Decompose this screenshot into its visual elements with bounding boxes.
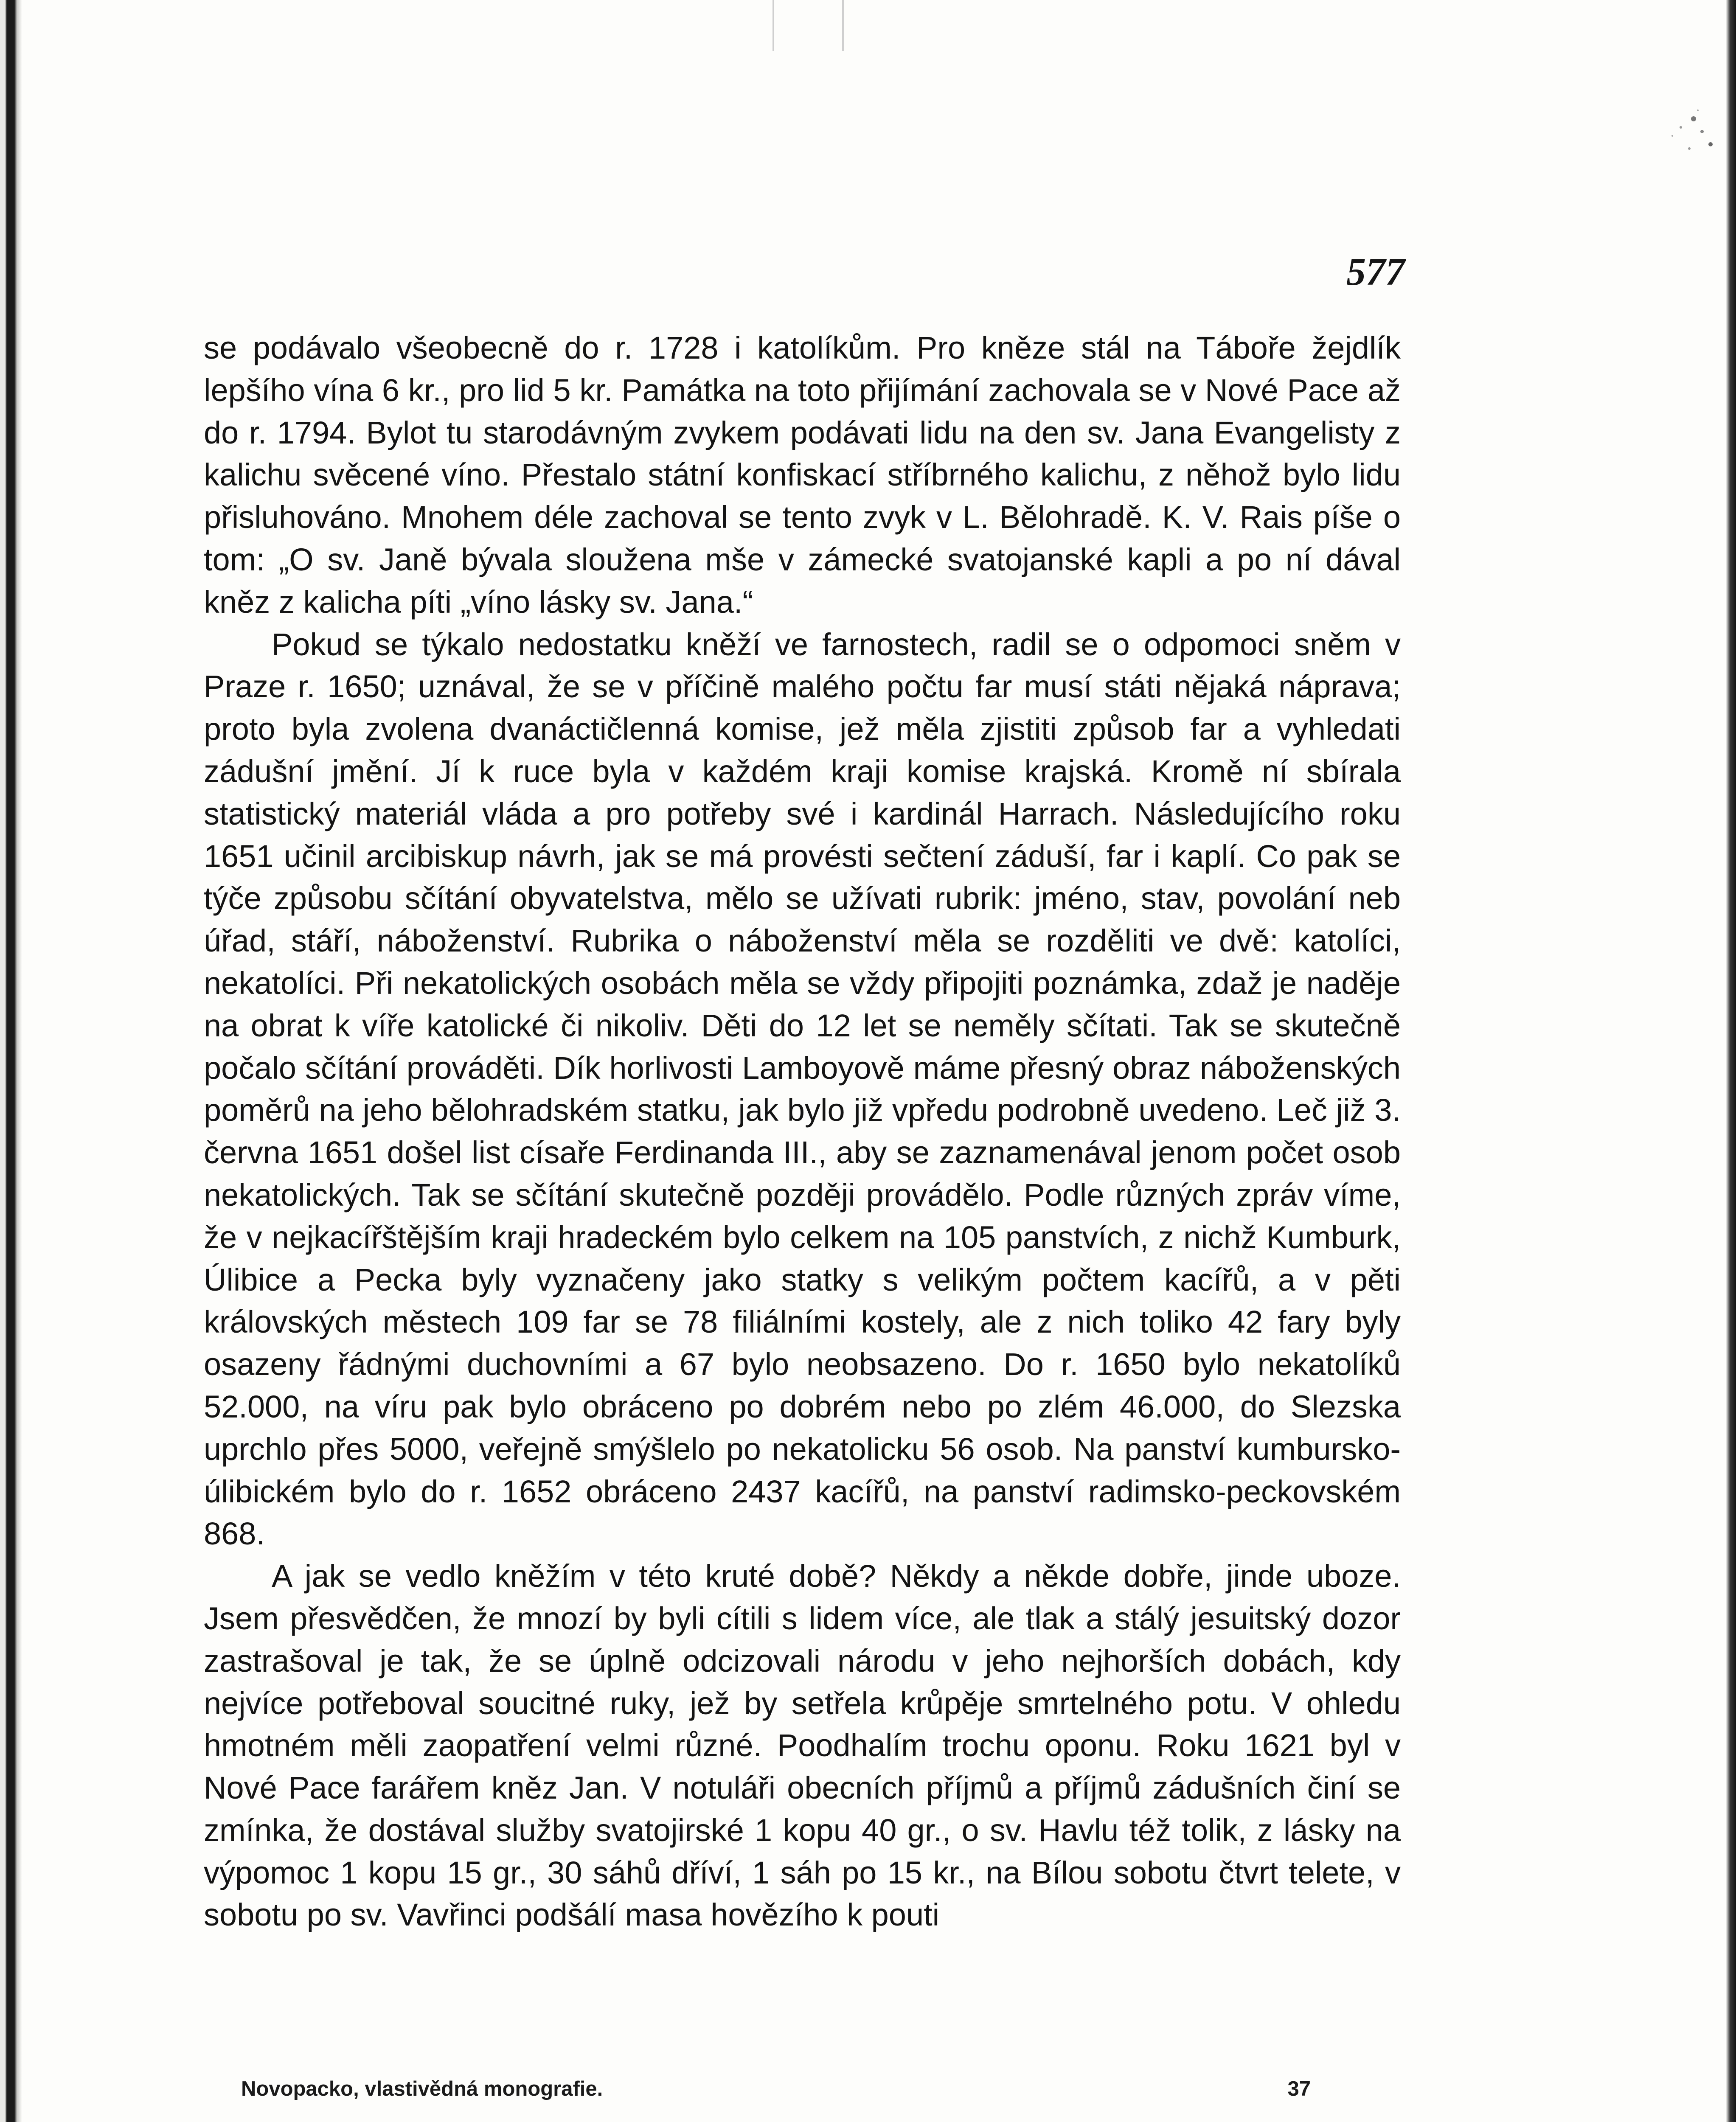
footer-title: Novopacko, vlastivědná monografie. xyxy=(241,2077,603,2100)
paragraph-2: Pokud se týkalo nedostatku kněží ve farnostech, radil se o odpomoci sněm v Praze r. 1650; uznával, že se v příčině malého počtu far musí státi nějaká náprava; proto byla zvolena dvanáctičlenná komise, jež měla zjistiti způsob far a vyhledati zádušní jmění. Jí k ruce byla v každém kraji komise krajská. Kromě ní sbírala statistický materiál vláda a pro potřeby své i kardinál Harrach. Následujícího roku 1651 učinil arcibiskup návrh, jak se má provésti sečtení záduší, far i kaplí. Co pak se týče způsobu sčítání obyvatelstva, mělo se užívati rubrik: jméno, stav, povolání neb úřad, stáří, náboženství. Rubrika o náboženství měla se rozděliti ve dvě: katolíci, nekatolíci. Při nekatolických osobách měla se vždy připojiti poznámka, zdaž je naděje na obrat k víře katolické či nikoliv. Děti do 12 let se neměly sčítati. Tak se skutečně počalo sčítání prováděti. Dík horlivosti Lamboyově máme přesný obraz náboženských poměrů na jeho bělohradském statku, jak bylo již vpředu podrobně uvedeno. Leč již 3. června 1651 došel list císaře Ferdinanda III., aby se zaznamenával jenom počet osob nekatolických. Tak se sčítání skutečně později provádělo. Podle různých zpráv víme, že v nejkacířštějším kraji hradeckém bylo celkem na 105 panstvích, z nichž Kumburk, Úlibice a Pecka byly vyznačeny jako statky s velikým počtem kacířů, a v pěti královských městech 109 far se 78 filiálními kostely, ale z nich toliko 42 fary byly osazeny řádnými duchovními a 67 bylo neobsazeno. Do r. 1650 bylo nekatolíků 52.000, na víru pak bylo obráceno po dobrém nebo po zlém 46.000, do Slezska uprchlo přes 5000, veřejně smýšlelo po nekatolicku 56 osob. Na panství kumbursko-úlibickém bylo do r. 1652 obráceno 2437 kacířů, na panství radimsko-peckovském 868. xyxy=(204,626,1401,1552)
paragraph-1: se podávalo všeobecně do r. 1728 i katolíkům. Pro kněze stál na Táboře žejdlík lepšího vína 6 kr., pro lid 5 kr. Památka na toto přijímání zachovala se v Nové Pace až do r. 1794. Bylot tu starodávným zvykem podávati lidu na den sv. Jana Evangelisty z kalichu svěcené víno. Přestalo státní konfiskací stříbrného kalichu, z něhož bylo lidu přisluhováno. Mnohem déle zachoval se tento zvyk v L. Bělohradě. K. V. Rais píše o tom: „O sv. Janě bývala sloužena mše v zámecké svatojanské kapli a po ní dával kněz z kalicha píti „víno lásky sv. Jana.“ xyxy=(204,330,1401,620)
body-text xyxy=(204,327,1401,1936)
footer xyxy=(241,2072,1311,2106)
scan-speckle xyxy=(1630,102,1723,170)
page-number: 577 xyxy=(1346,250,1405,293)
signature-mark: 37 xyxy=(1287,2077,1311,2100)
scan-top-mark xyxy=(772,0,844,51)
scan-right-edge xyxy=(1726,0,1736,2122)
scan-left-edge xyxy=(0,0,22,2122)
paragraph-3: A jak se vedlo kněžím v této kruté době? Někdy a někde dobře, jinde uboze. Jsem přesvědčen, že mnozí by byli cítili s lidem více, ale tlak a stálý jesuitský dozor zastrašoval je tak, že se úplně odcizovali národu v jeho nejhorších dobách, kdy nejvíce potřeboval soucitné ruky, jež by setřela krůpěje smrtelného potu. V ohledu hmotném měli zaopatření velmi různé. Poodhalím trochu oponu. Roku 1621 byl v Nové Pace farářem kněz Jan. V notuláři obecních příjmů a příjmů zádušních činí se zmínka, že dostával služby svatojirské 1 kopu 40 gr., o sv. Havlu též tolik, z lásky na výpomoc 1 kopu 15 gr., 30 sáhů dříví, 1 sáh po 15 kr., na Bílou sobotu čtvrt telete, v sobotu po sv. Vavřinci podšálí masa hovězího k pouti xyxy=(204,1558,1401,1933)
